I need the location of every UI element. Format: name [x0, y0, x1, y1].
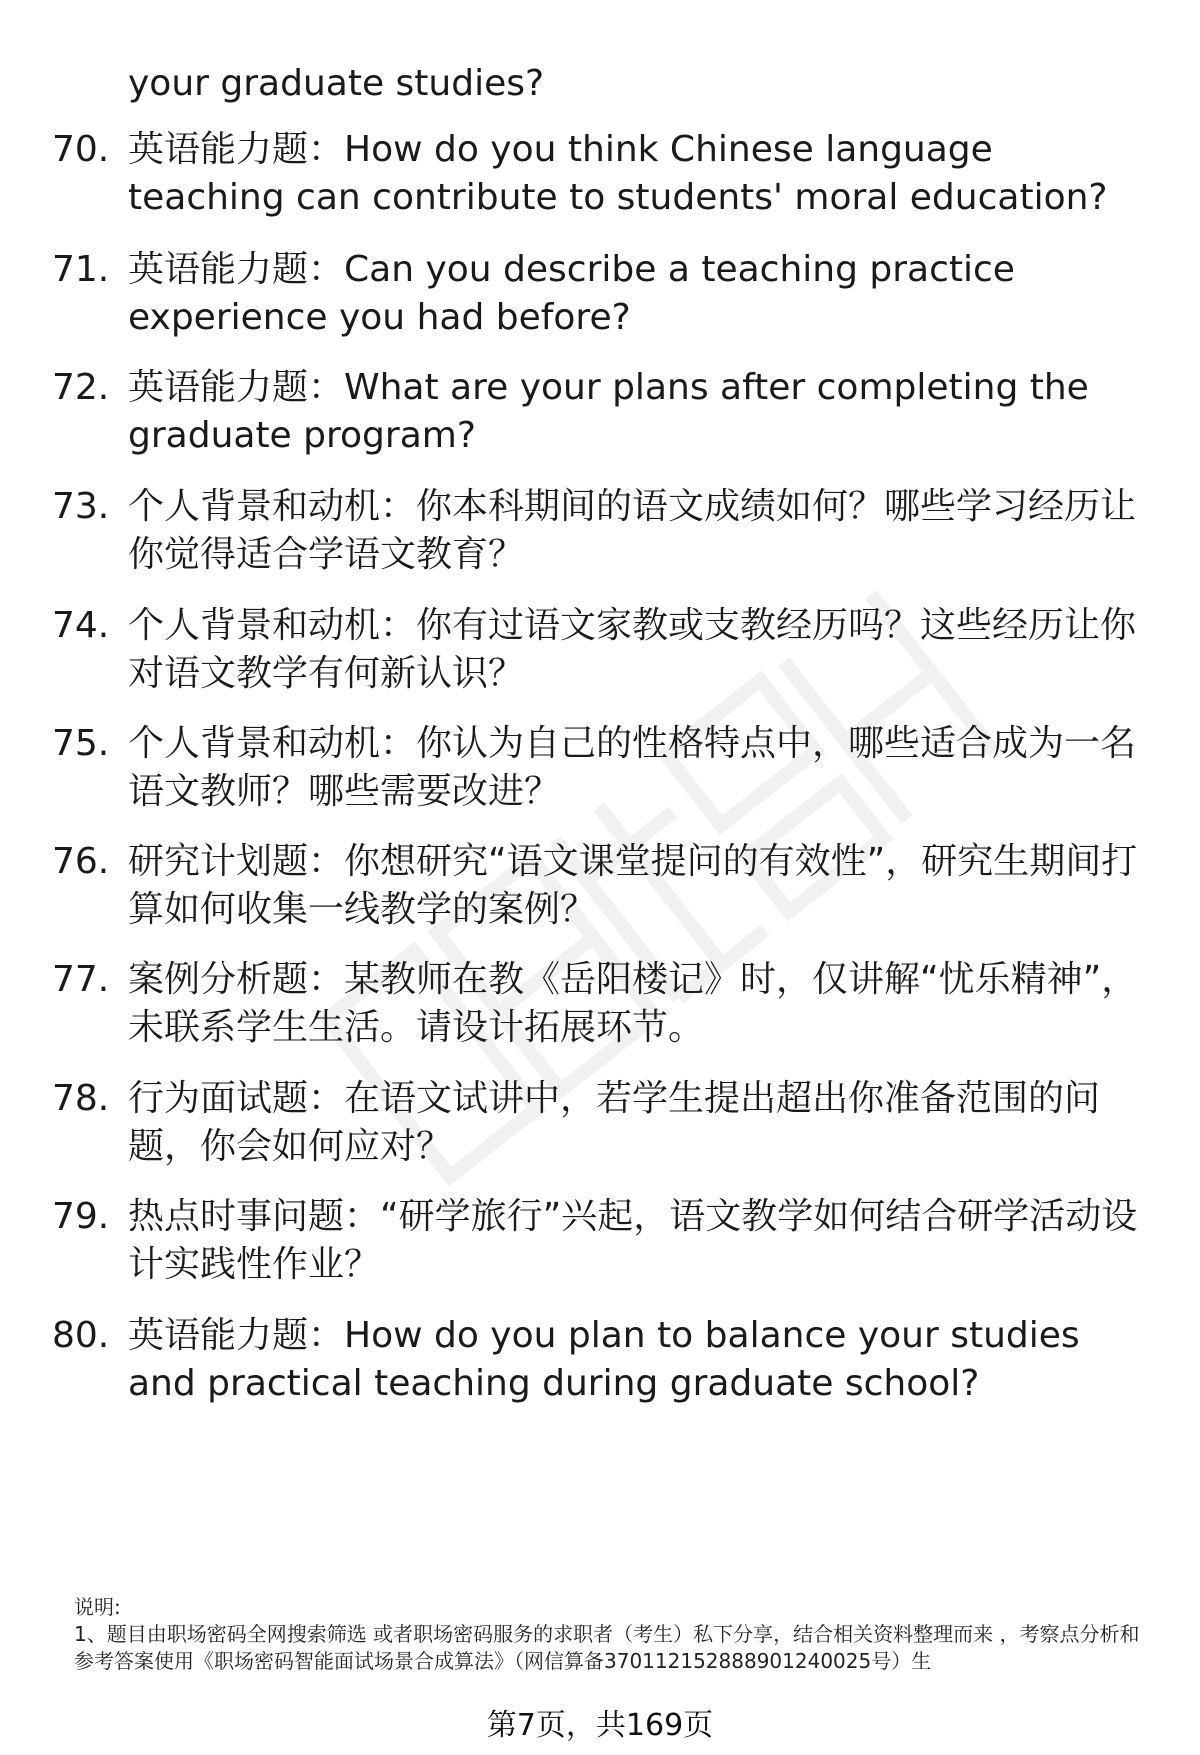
question-text: 案例分析题：某教师在教《岳阳楼记》时，仅讲解“忧乐精神”，未联系学生生活。请设计拓展环节。: [128, 959, 1138, 1048]
question-text: 英语能力题：Can you describe a teaching practice experience you had before?: [128, 249, 1015, 338]
question-item: [52, 1312, 1142, 1408]
question-number: 76.: [52, 841, 110, 882]
question-number: 70.: [52, 129, 110, 170]
note-body: 1、题目由职场密码全网搜索筛选 或者职场密码服务的求职者（考生）私下分享，结合相关资料整理而来 ，考察点分析和参考答案使用《职场密码智能面试场景合成算法》（网信算备370112152888901240025号）生: [74, 1622, 1140, 1673]
question-text: 个人背景和动机：你本科期间的语文成绩如何？哪些学习经历让你觉得适合学语文教育？: [128, 486, 1137, 575]
question-item: [52, 1075, 1142, 1171]
question-number: 77.: [52, 959, 110, 1000]
question-item: [52, 956, 1142, 1052]
question-item: [52, 246, 1142, 342]
question-number: 75.: [52, 723, 110, 764]
question-item: [52, 602, 1142, 698]
disclaimer-note: [74, 1594, 1154, 1675]
question-text: 个人背景和动机：你认为自己的性格特点中，哪些适合成为一名语文教师？哪些需要改进？: [128, 723, 1137, 812]
question-text: 英语能力题：How do you think Chinese language teaching can contribute to students' moral education?: [128, 129, 1108, 218]
question-text: 英语能力题：How do you plan to balance your studies and practical teaching during graduate school?: [128, 1315, 1080, 1404]
question-number: 79.: [52, 1196, 110, 1237]
question-number: 72.: [52, 367, 110, 408]
question-number: 80.: [52, 1315, 110, 1356]
question-text: 行为面试题：在语文试讲中，若学生提出超出你准备范围的问题，你会如何应对？: [128, 1078, 1101, 1167]
question-number: 73.: [52, 486, 110, 527]
question-item: [52, 838, 1142, 934]
question-item: [52, 1193, 1142, 1289]
page-number: 第7页，共169页: [486, 1708, 714, 1743]
question-text: 个人背景和动机：你有过语文家教或支教经历吗？这些经历让你对语文教学有何新认识？: [128, 605, 1137, 694]
question-text: 英语能力题：What are your plans after completing the graduate program?: [128, 367, 1089, 456]
question-number: 74.: [52, 605, 110, 646]
question-item: [52, 126, 1142, 222]
question-item: [52, 483, 1142, 579]
question-number: 71.: [52, 249, 110, 290]
question-text: 热点时事问题：“研学旅行”兴起，语文教学如何结合研学活动设计实践性作业？: [128, 1196, 1138, 1285]
question-item: [52, 364, 1142, 460]
question-number: 78.: [52, 1078, 110, 1119]
note-heading: 说明:: [74, 1595, 121, 1619]
question-item: [52, 720, 1142, 816]
question-text: 研究计划题：你想研究“语文课堂提问的有效性”，研究生期间打算如何收集一线教学的案例？: [128, 841, 1138, 930]
question-continuation: your graduate studies?: [128, 63, 545, 104]
